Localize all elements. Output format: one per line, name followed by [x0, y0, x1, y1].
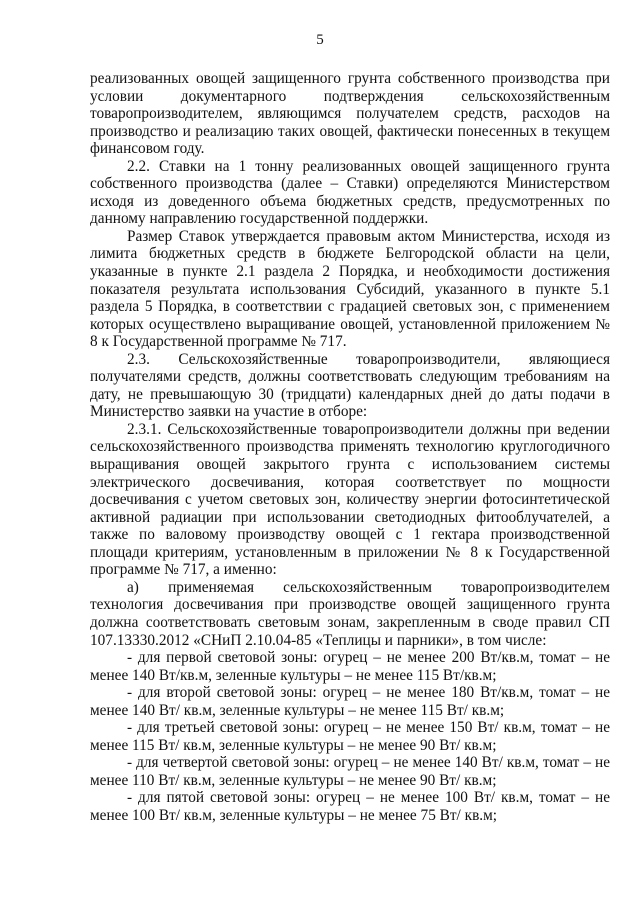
list-item: - для пятой световой зоны: огурец – не менее 100 Вт/ кв.м, томат – не менее 100 Вт/ кв.м, зеленные культуры – не менее 75 Вт/ кв.м; [90, 789, 610, 824]
paragraph: Размер Ставок утверждается правовым актом Министерства, исходя из лимита бюджетных средств в бюджете Белгородской области на цели, указанные в пункте 2.1 раздела 2 Порядка, и необходимости достижения показателя результата использования Субсидий, указанного в пункте 5.1 раздела 5 Порядка, в соответствии с градацией световых зон, с применением которых осуществлено выращивание овощей, установленной приложением № 8 к Государственной программе № 717. [90, 227, 610, 351]
paragraph: 2.3.1. Сельскохозяйственные товаропроизводители должны при ведении сельскохозяйственного производства применять технологию круглогодичного выращивания овощей закрытого грунта с использованием системы электрического досвечивания, которая соответствует по мощности досвечивания с учетом световых зон, количеству энергии фотосинтетической активной радиации при использовании светодиодных фитооблучателей, а также по валовому производству овощей с 1 гектара производственной площади критериям, установленным в приложении № 8 к Государственной программе № 717, а именно: [90, 420, 610, 579]
list-item: - для третьей световой зоны: огурец – не менее 150 Вт/ кв.м, томат – не менее 115 Вт/ кв.м, зеленные культуры – не менее 90 Вт/ кв.м; [90, 719, 610, 754]
document-body [90, 70, 610, 825]
paragraph: а) применяемая сельскохозяйственным товаропроизводителем технология досвечивания при производстве овощей защищенного грунта должна соответствовать световым зонам, закрепленным в своде правил СП 107.13330.2012 «СНиП 2.10.04-85 «Теплицы и парники», в том числе: [90, 578, 610, 649]
list-item: - для второй световой зоны: огурец – не менее 180 Вт/кв.м, томат – не менее 140 Вт/ кв.м, зеленные культуры – не менее 115 Вт/ кв.м; [90, 684, 610, 719]
page-number: 5 [316, 32, 324, 48]
paragraph: реализованных овощей защищенного грунта собственного производства при условии документарного подтверждения сельскохозяйственным товаропроизводителем, являющимся получателем средств, расходов на производство и реализацию таких овощей, фактически понесенных в текущем финансовом году. [90, 70, 610, 158]
paragraph: 2.3. Сельскохозяйственные товаропроизводители, являющиеся получателями средств, должны соответствовать следующим требованиям на дату, не превышающую 30 (тридцати) календарных дней до даты подачи в Министерство заявки на участие в отборе: [90, 350, 610, 421]
list-item: - для четвертой световой зоны: огурец – не менее 140 Вт/ кв.м, томат – не менее 110 Вт/ кв.м, зеленные культуры – не менее 90 Вт/ кв.м; [90, 754, 610, 789]
list-item: - для первой световой зоны: огурец – не менее 200 Вт/кв.м, томат – не менее 140 Вт/кв.м, зеленные культуры – не менее 115 Вт/кв.м; [90, 649, 610, 684]
paragraph: 2.2. Ставки на 1 тонну реализованных овощей защищенного грунта собственного производства (далее – Ставки) определяются Министерством исходя из доведенного объема бюджетных средств, предусмотренных по данному направлению государственной поддержки. [90, 157, 610, 228]
